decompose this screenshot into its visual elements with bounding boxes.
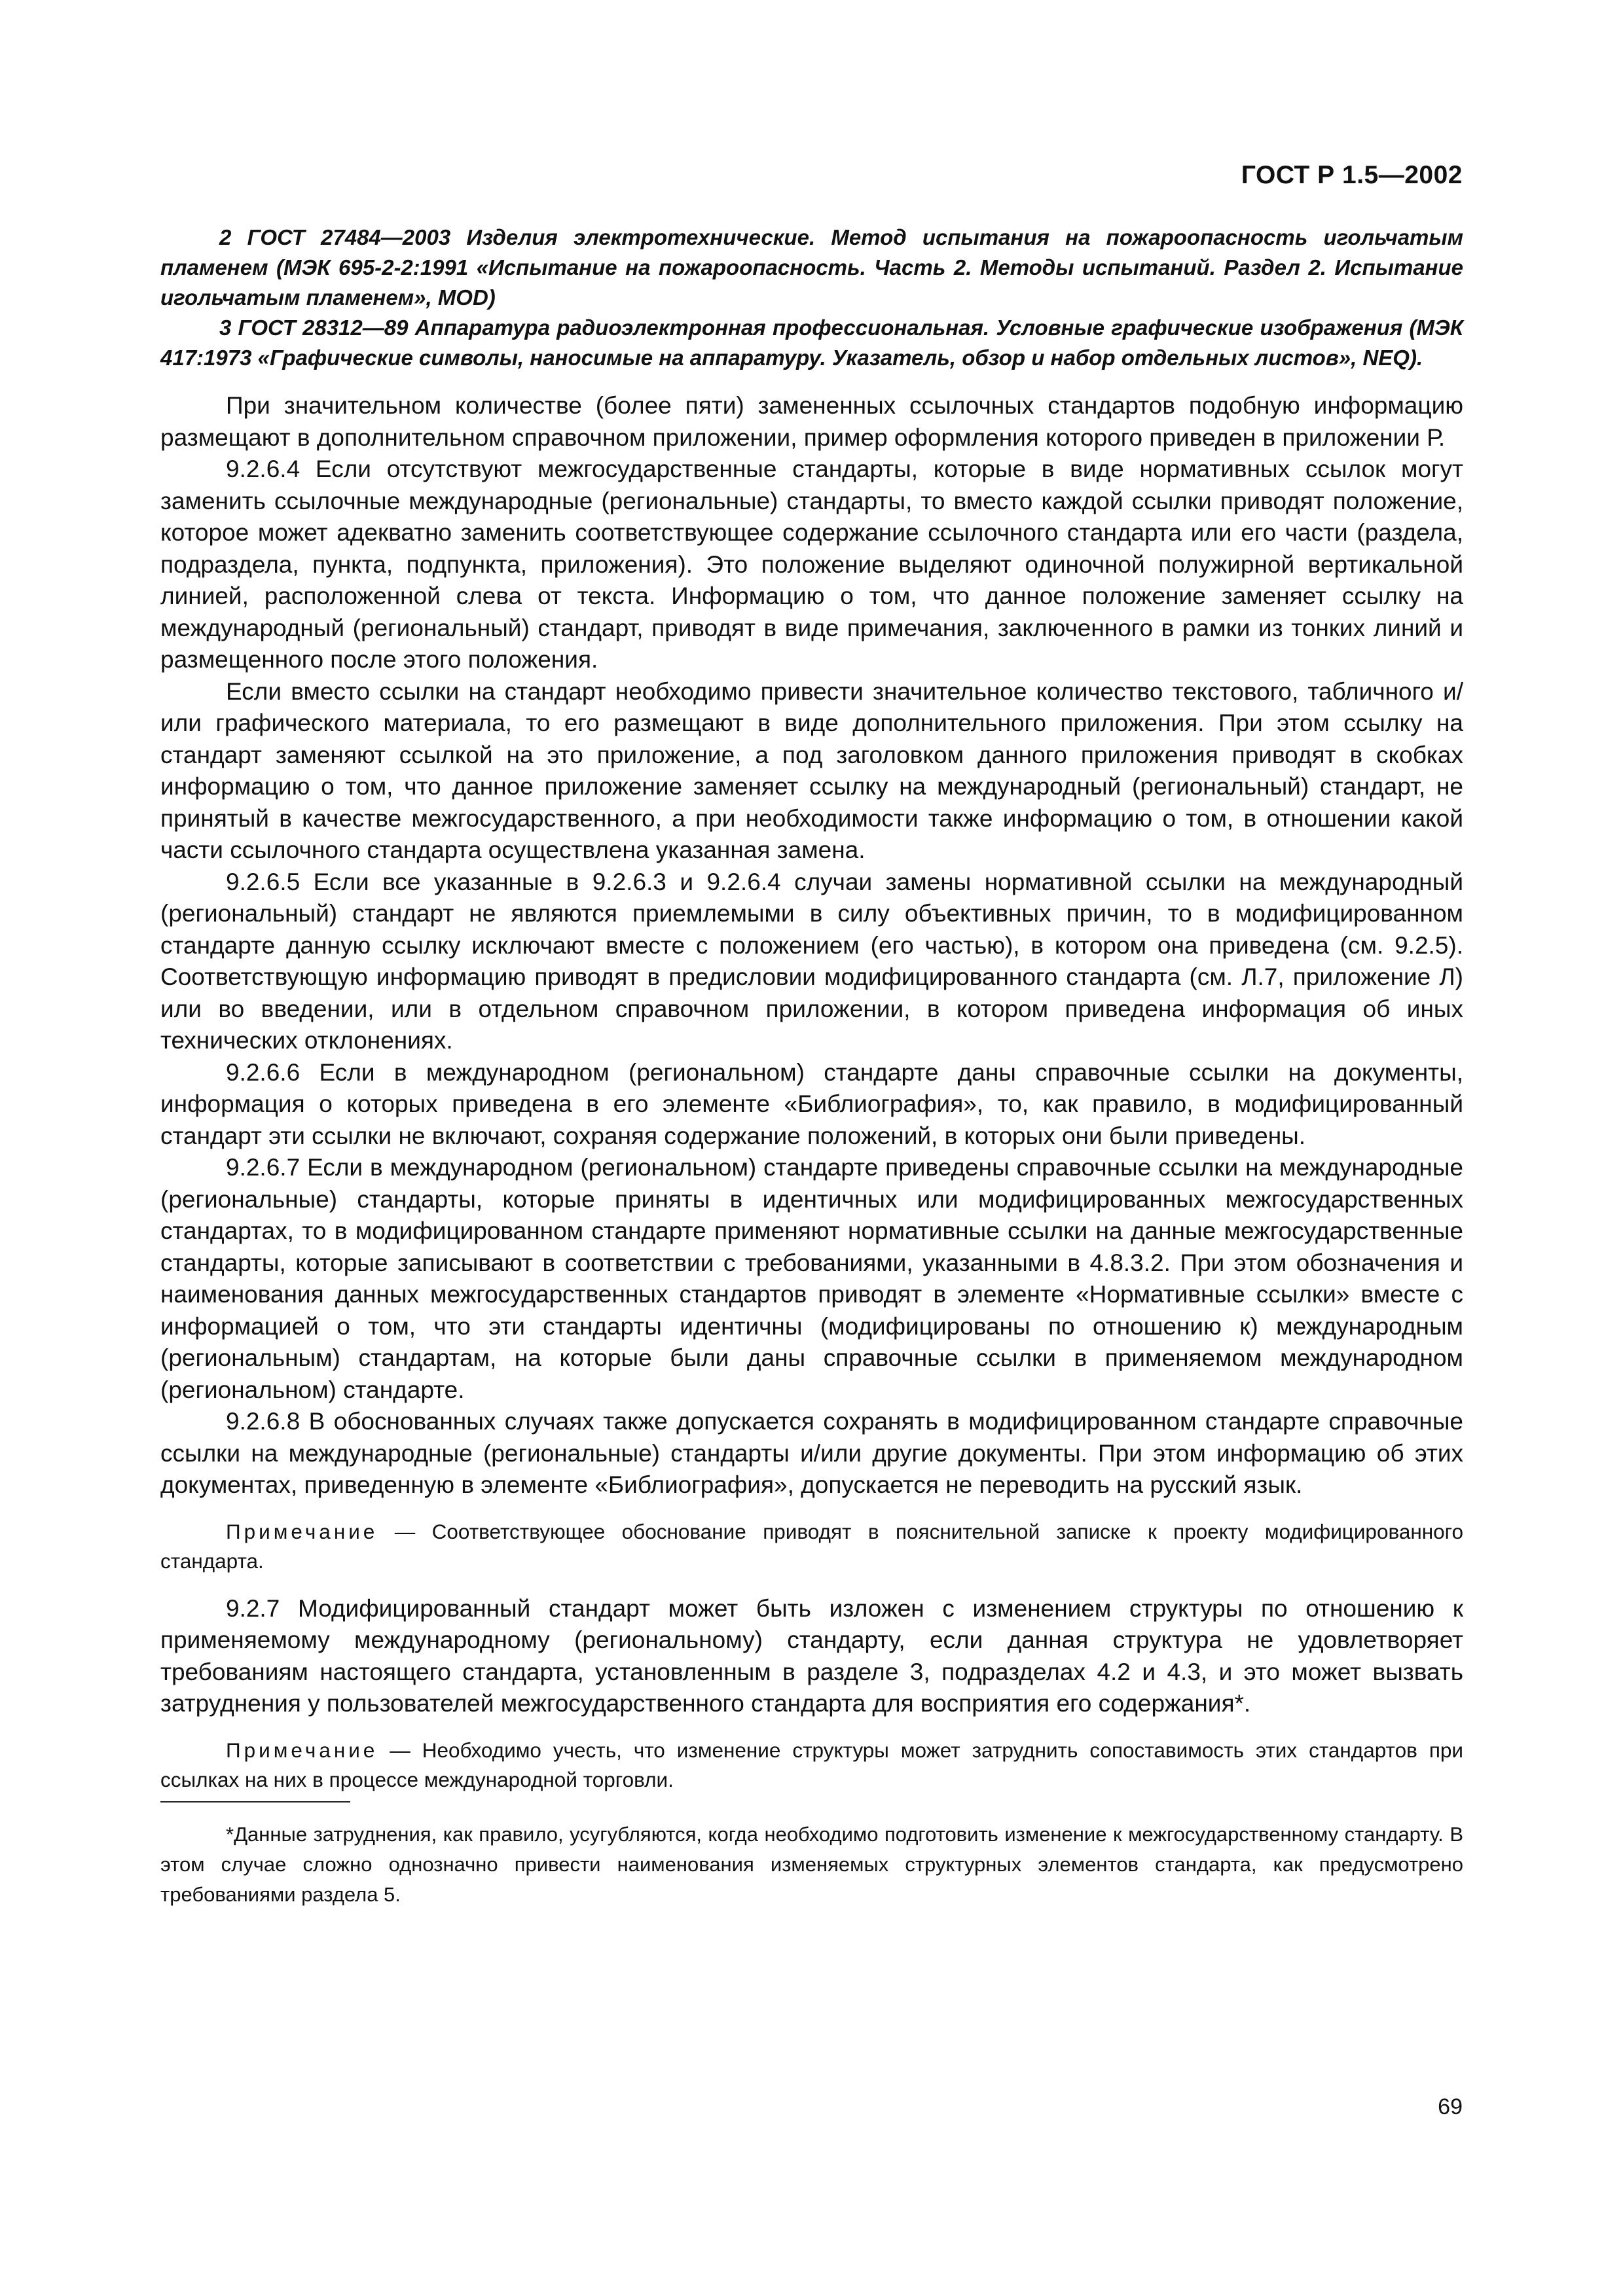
- reference-item: 3 ГОСТ 28312—89 Аппаратура радиоэлектронная профессиональная. Условные графические изображения (МЭК 417:1973 «Графические символы, наносимые на аппаратуру. Указатель, обзор и набор отдельных листов», NEQ).: [160, 315, 1463, 370]
- body-text-section: [160, 1593, 1463, 1720]
- body-text: [160, 390, 1463, 1501]
- paragraph: 9.2.6.4 Если отсутствуют межгосударственные стандарты, которые в виде нормативных ссылок могут заменить ссылочные международные (региональные) стандарты, то вместо каждой ссылки приводят положение, которое может адекватно заменить соответствующее содержание ссылочного стандарта или его части (раздела, подраздела, пункта, подпункта, приложения). Это положение выделяют одиночной полужирной вертикальной линией, расположенной слева от текста. Информацию о том, что данное положение заменяет ссылку на международный (региональный) стандарт, приводят в виде примечания, заключенного в рамки из тонких линий и размещенного после этого положения.: [160, 456, 1463, 673]
- paragraph: 9.2.7 Модифицированный стандарт может быть изложен с изменением структуры по отношению к применяемому международному (региональному) стандарту, если данная структура не удовлетворяет требованиям настоящего стандарта, установленным в разделе 3, подразделах 4.2 и 4.3, и это может вызвать затруднения у пользователей межгосударственного стандарта для восприятия его содержания*.: [160, 1594, 1463, 1717]
- paragraph: 9.2.6.7 Если в международном (региональном) стандарте приведены справочные ссылки на международные (региональные) стандарты, которые приняты в идентичных или модифицированных межгосударственных стандартах, то в модифицированном стандарте применяют нормативные ссылки на данные межгосударственные стандарты, которые записывают в соответствии с требованиями, указанными в 4.8.3.2. При этом обозначения и наименования данных межгосударственных стандартов приводят в элементе «Нормативные ссылки» вместе с информацией о том, что эти стандарты идентичны (модифицированы по отношению к) международным (региональным) стандартам, на которые были даны справочные ссылки в применяемом международном (региональном) стандарте.: [160, 1154, 1463, 1403]
- page-number: 69: [1438, 2094, 1463, 2119]
- note-label: Примечание: [226, 1519, 378, 1543]
- paragraph: 9.2.6.8 В обоснованных случаях также допускается сохранять в модифицированном стандарте справочные ссылки на международные (региональные) стандарты и/или другие документы. При этом информацию об этих документах, приведенную в элементе «Библиография», допускается не переводить на русский язык.: [160, 1408, 1463, 1498]
- document-code-header: ГОСТ Р 1.5—2002: [1241, 161, 1463, 189]
- reference-list: [160, 223, 1463, 373]
- footnote: *Данные затруднения, как правило, усугубляются, когда необходимо подготовить изменение к межгосударственному стандарту. В этом случае сложно однозначно привести наименования изменяемых структурных элементов стандарта, как предусмотрено требованиями раздела 5.: [160, 1822, 1463, 1906]
- note: [160, 1736, 1463, 1795]
- paragraph: 9.2.6.5 Если все указанные в 9.2.6.3 и 9.2.6.4 случаи замены нормативной ссылки на международный (региональный) стандарт не являются приемлемыми в силу объективных причин, то в модифицированном стандарте данную ссылку исключают вместе с положением (его частью), в котором она приведена (см. 9.2.5). Соответствующую информацию приводят в предисловии модифицированного стандарта (см. Л.7, приложение Л) или во введении, или в отдельном справочном приложении, в котором приведена информация об иных технических отклонениях.: [160, 868, 1463, 1054]
- note-text: — Соответствующее обоснование приводят в пояснительной записке к проекту модифицированного стандарта.: [160, 1519, 1463, 1573]
- reference-item: 2 ГОСТ 27484—2003 Изделия электротехнические. Метод испытания на пожароопасность игольчатым пламенем (МЭК 695-2-2:1991 «Испытание на пожароопасность. Часть 2. Методы испытаний. Раздел 2. Испытание игольчатым пламенем», MOD): [160, 225, 1463, 310]
- page-content: [160, 223, 1463, 1910]
- note-label: Примечание: [226, 1738, 378, 1762]
- note-text: — Необходимо учесть, что изменение структуры может затруднить сопоставимость этих стандартов при ссылках на них в процессе международной торговли.: [160, 1738, 1463, 1791]
- paragraph: Если вместо ссылки на стандарт необходимо привести значительное количество текстового, табличного и/или графического материала, то его размещают в виде дополнительного приложения. При этом ссылку на стандарт заменяют ссылкой на это приложение, а под заголовком данного приложения приводят в скобках информацию о том, что данное приложение заменяет ссылку на международный (региональный) стандарт, не принятый в качестве межгосударственного, а при необходимости также информацию о том, в отношении какой части ссылочного стандарта осуществлена указанная замена.: [160, 677, 1463, 863]
- note: [160, 1517, 1463, 1576]
- footnote-divider: [160, 1801, 350, 1803]
- paragraph: 9.2.6.6 Если в международном (региональном) стандарте даны справочные ссылки на документы, информация о которых приведена в его элементе «Библиография», то, как правило, в модифицированный стандарт эти ссылки не включают, сохраняя содержание положений, в которых они были приведены.: [160, 1058, 1463, 1149]
- paragraph: При значительном количестве (более пяти) замененных ссылочных стандартов подобную информацию размещают в дополнительном справочном приложении, пример оформления которого приведен в приложении Р.: [160, 392, 1463, 451]
